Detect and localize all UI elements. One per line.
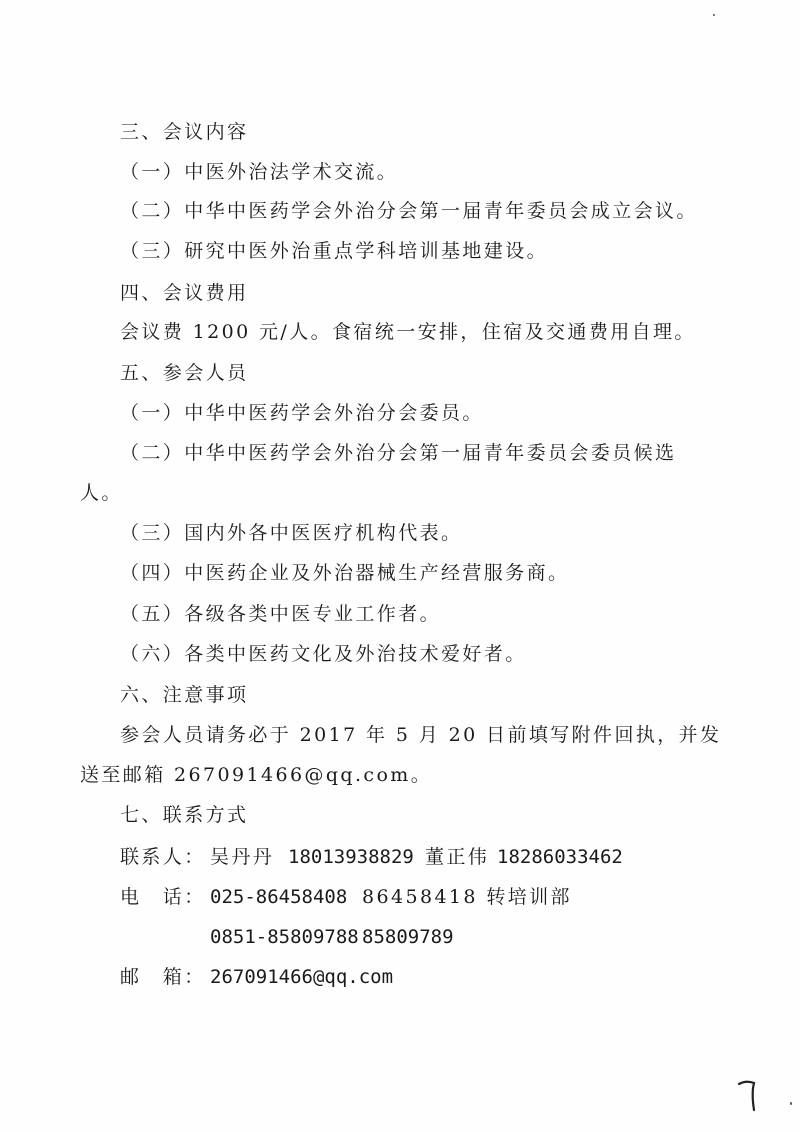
section-5-item-6: （六）各类中医药文化及外治技术爱好者。 [120, 643, 527, 665]
section-4-body: 会议费 1200 元/人。食宿统一安排，住宿及交通费用自理。 [120, 321, 696, 343]
section-5-item-1: （一）中华中医药学会外治分会委员。 [120, 402, 484, 424]
section-5-item-3: （三）国内外各中医医疗机构代表。 [120, 522, 463, 544]
section-3-heading: 三、会议内容 [120, 121, 249, 143]
telephone-4: 85809789 [362, 926, 454, 948]
email-label: 邮 箱： [120, 966, 206, 988]
section-5-heading: 五、参会人员 [120, 362, 249, 384]
contact-person-1-phone: 18013938829 [288, 846, 414, 868]
section-3-item-2: （二）中华中医药学会外治分会第一届青年委员会成立会议。 [120, 200, 698, 222]
section-5-item-5: （五）各级各类中医专业工作者。 [120, 603, 442, 625]
section-7-heading: 七、联系方式 [120, 804, 249, 826]
handwritten-page-mark [736, 1078, 760, 1114]
telephone-1: 025-86458408 [210, 886, 348, 908]
section-3-item-3: （三）研究中医外治重点学科培训基地建设。 [120, 240, 549, 262]
section-6-body-line-2: 送至邮箱 267091466@qq.com。 [80, 764, 433, 786]
section-3-item-1: （一）中医外治法学术交流。 [120, 161, 399, 183]
email-value: 267091466@qq.com [210, 966, 394, 988]
section-6-body-line-1: 参会人员请务必于 2017 年 5 月 20 日前填写附件回执，并发 [120, 724, 722, 746]
section-5-item-4: （四）中医药企业及外治器械生产经营服务商。 [120, 562, 570, 584]
telephone-label: 电 话： [120, 886, 206, 908]
contact-label: 联系人： [120, 846, 206, 868]
contact-person-2: 董正伟 [425, 846, 490, 868]
contact-person-2-phone: 18286033462 [497, 846, 623, 868]
telephone-3: 0851-85809788 [210, 926, 359, 948]
section-5-item-2-line-2: 人。 [80, 482, 123, 504]
scan-speck [713, 14, 715, 16]
scan-speck [790, 1102, 792, 1105]
telephone-2: 86458418 转培训部 [362, 886, 572, 908]
section-4-heading: 四、会议费用 [120, 282, 249, 304]
section-6-heading: 六、注意事项 [120, 684, 249, 706]
contact-person-1: 吴丹丹 [210, 846, 275, 868]
section-5-item-2-line-1: （二）中华中医药学会外治分会第一届青年委员会委员候选 [120, 442, 677, 464]
